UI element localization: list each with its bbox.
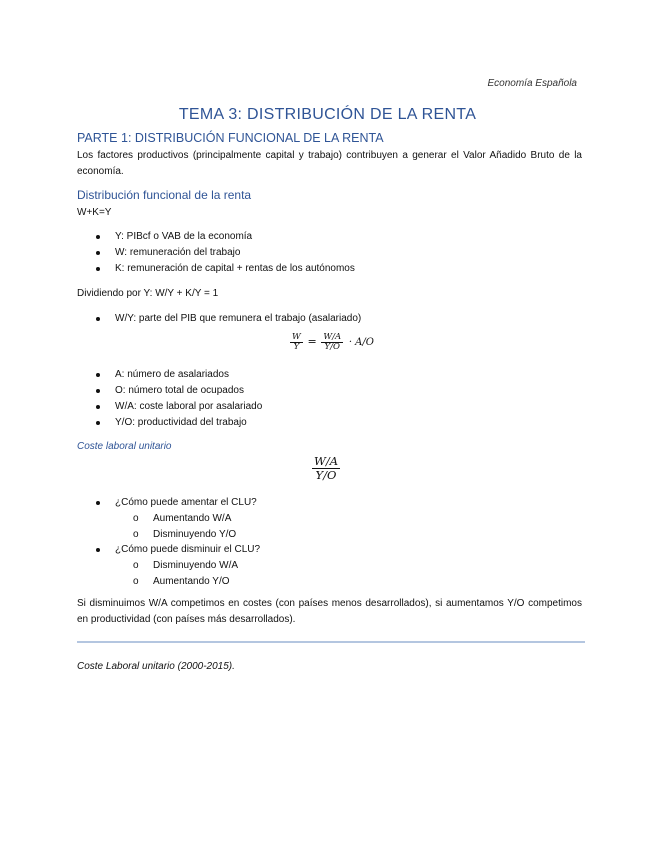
section-divider [77,641,585,643]
clu-formula [312,455,340,481]
clu-questions [93,495,260,589]
circle-bullet-icon: o [133,575,139,587]
sub-list-item: o Aumentando Y/O [93,574,260,590]
list-item: ¿Cómo puede amentar el CLU? [93,495,260,511]
bullet-icon [96,317,100,321]
figure-caption: Coste Laboral unitario (2000-2015). [77,661,235,672]
bullet-icon [96,373,100,377]
variables-list [93,229,355,277]
circle-bullet-icon: o [133,560,139,571]
part1-heading: PARTE 1: DISTRIBUCIÓN FUNCIONAL DE LA RENTA [77,131,384,145]
list-item: K: remuneración de capital + rentas de los autónomos [93,261,355,277]
list-item: ¿Cómo puede disminuir el CLU? [93,542,260,558]
part1-intro: Los factores productivos (principalmente capital y trabajo) contribuyen a generar el Valor Añadido Bruto de la economía. [77,150,582,177]
bullet-icon [96,405,100,409]
sub-list-item: o Disminuyendo Y/O [93,527,260,543]
section-clu-heading: Coste laboral unitario [77,441,172,452]
clu-conclusion: Si disminuimos W/A competimos en costes (con países menos desarrollados), si aumentamos Y/O competimos en productividad (con países más desarrollados). [77,598,582,625]
list-item: O: número total de ocupados [93,383,262,399]
identity-line: W+K=Y [77,207,112,218]
bullet-icon [96,235,100,239]
bullet-icon [96,267,100,271]
definitions-list [93,367,262,431]
bullet-icon [96,421,100,425]
bullet-icon [96,389,100,393]
wy-list [93,311,361,327]
fraction-clu: $\frac{W/A}{Y/O}$ [314,454,338,482]
fraction-wa-yo: $\frac{W/A}{Y/O}$ [323,332,342,353]
wy-formula: $\frac{W}{Y}$ = $\frac{W/A}{Y/O}$ · A/O [292,332,374,353]
list-item: W/Y: parte del PIB que remunera el trabajo (asalariado) [93,311,361,327]
bullet-icon [96,251,100,255]
dividing-line: Dividiendo por Y: W/Y + K/Y = 1 [77,288,219,299]
list-item: Y/O: productividad del trabajo [93,415,262,431]
circle-bullet-icon: o [133,513,139,524]
document-title: TEMA 3: DISTRIBUCIÓN DE LA RENTA [178,106,477,123]
sub-list-item: o Disminuyendo W/A [93,558,260,574]
running-header: Economía Española [487,78,577,89]
bullet-icon [96,548,100,552]
list-item: W: remuneración del trabajo [93,245,355,261]
list-item: A: número de asalariados [93,367,262,383]
list-item: W/A: coste laboral por asalariado [93,399,262,415]
circle-bullet-icon: o [133,528,139,540]
fraction-w-y: $\frac{W}{Y}$ [292,332,301,353]
list-item: Y: PIBcf o VAB de la economía [93,229,355,245]
section-dist-heading: Distribución funcional de la renta [77,188,252,202]
bullet-icon [96,501,100,505]
sub-list-item: o Aumentando W/A [93,511,260,527]
